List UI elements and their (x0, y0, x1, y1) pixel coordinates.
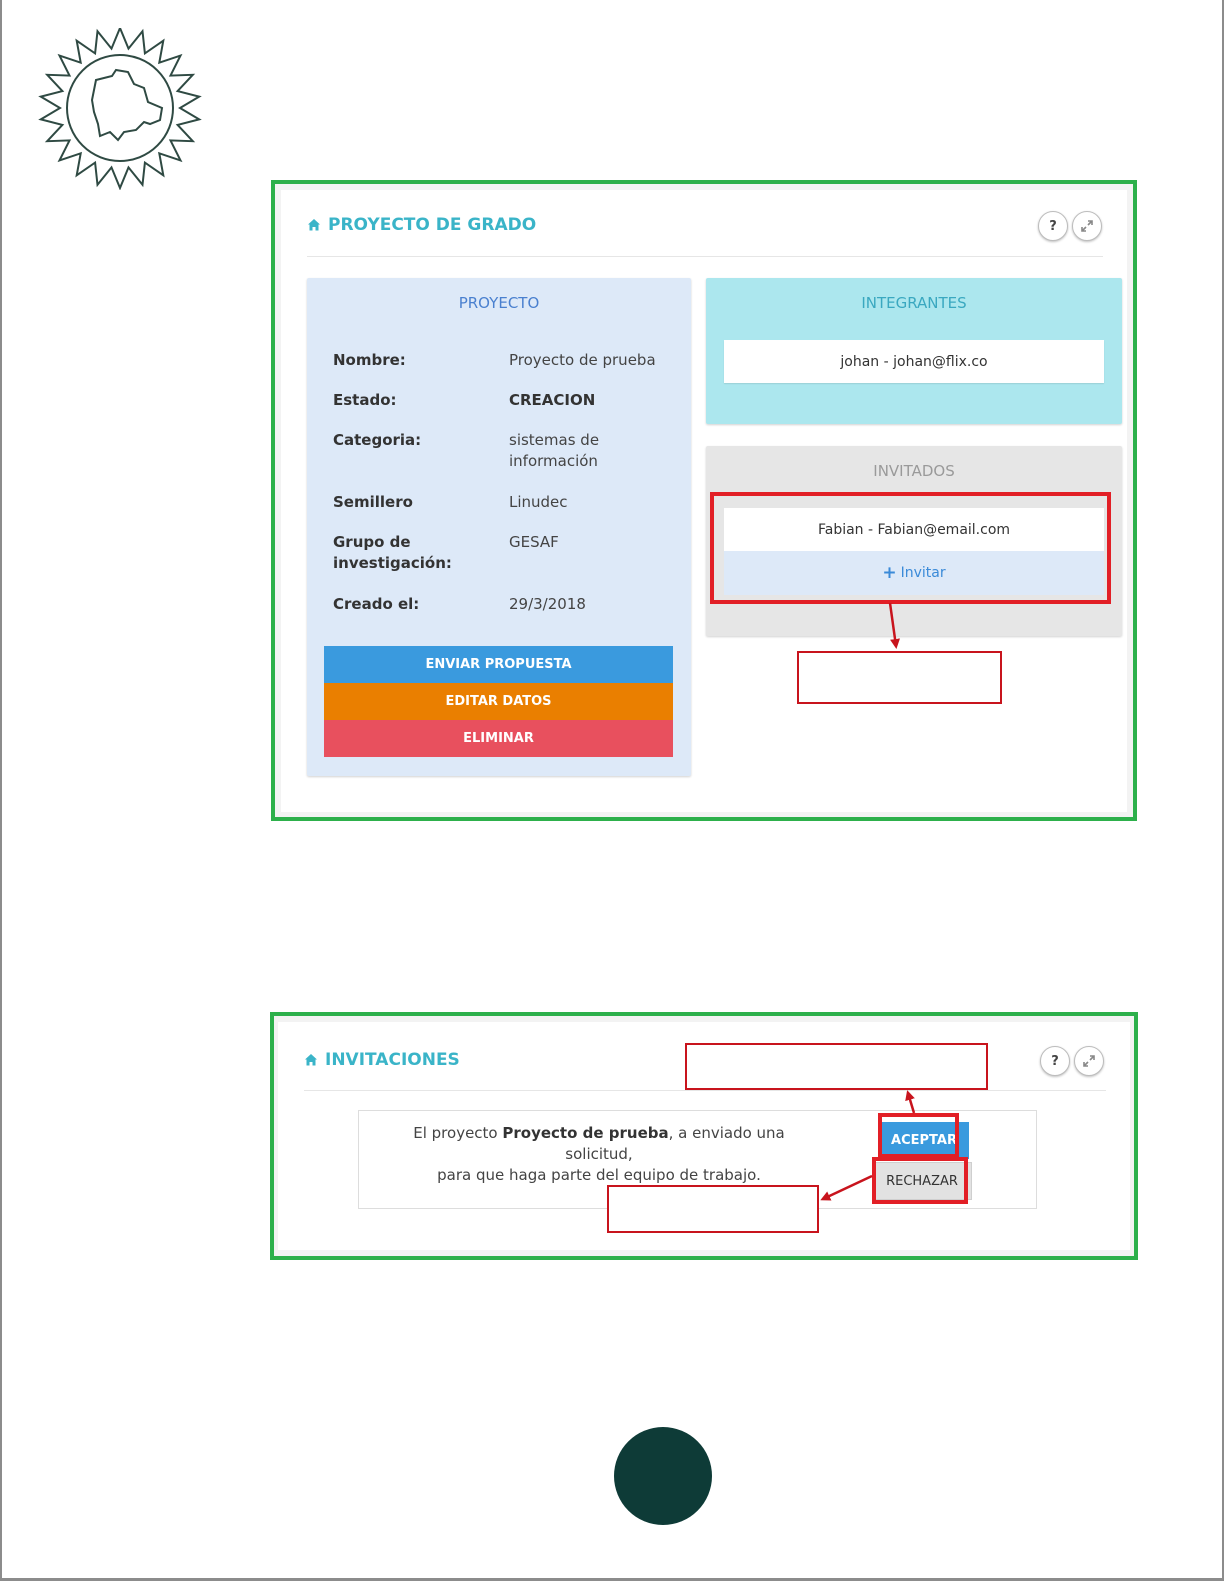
info-label: Grupo de investigación: (333, 533, 452, 572)
info-label: Nombre: (333, 351, 406, 369)
accept-callout-box (685, 1043, 988, 1090)
sun-map-logo-icon (36, 28, 206, 190)
help-label: ? (1051, 1053, 1059, 1069)
proyecto-card (307, 278, 691, 776)
title-divider (307, 256, 1103, 257)
status-value: CREACION (509, 391, 596, 409)
integrantes-card (706, 278, 1122, 424)
delete-button[interactable]: ELIMINAR (324, 720, 673, 757)
plus-icon: + (882, 563, 897, 583)
expand-icon (1080, 219, 1094, 233)
panel-title-text: INVITACIONES (325, 1050, 460, 1070)
accept-button[interactable]: ACEPTAR (879, 1122, 969, 1159)
send-proposal-button[interactable]: ENVIAR PROPUESTA (324, 646, 673, 683)
expand-button[interactable] (1072, 211, 1102, 241)
info-label: Semillero (333, 493, 413, 511)
member-item: johan - johan@flix.co (724, 340, 1104, 383)
info-value: Linudec (509, 493, 568, 511)
reject-callout-box (607, 1185, 819, 1233)
title-divider (304, 1090, 1106, 1091)
invite-label: Invitar (900, 565, 946, 581)
help-button[interactable] (1038, 211, 1068, 241)
panel-title-text: PROYECTO DE GRADO (328, 215, 537, 235)
proyecto-heading: PROYECTO (458, 294, 540, 312)
invite-callout-box (797, 651, 1002, 704)
info-value: sistemas de información (509, 431, 600, 470)
expand-icon (1082, 1054, 1096, 1068)
help-button[interactable] (1040, 1046, 1070, 1076)
help-label: ? (1049, 218, 1057, 234)
invitados-highlight (710, 492, 1111, 604)
message-suffix: , a enviado una solicitud, (565, 1124, 785, 1163)
info-value: 29/3/2018 (509, 595, 586, 613)
panel-title (304, 1050, 460, 1070)
accept-highlight (878, 1113, 959, 1158)
invitation-message (379, 1123, 819, 1186)
expand-button[interactable] (1074, 1046, 1104, 1076)
reject-button[interactable]: RECHAZAR (872, 1162, 972, 1200)
info-label: Estado: (333, 391, 397, 409)
home-icon (307, 218, 321, 232)
info-value: GESAF (509, 533, 559, 551)
panel-title (307, 215, 536, 235)
message-prefix: El proyecto (413, 1124, 503, 1142)
invitee-item: Fabian - Fabian@email.com (724, 508, 1104, 551)
info-label: Categoria: (333, 431, 422, 449)
info-value: Proyecto de prueba (509, 351, 656, 369)
page-number-dot (614, 1427, 712, 1525)
edit-data-button[interactable]: EDITAR DATOS (324, 683, 673, 720)
info-label: Creado el: (333, 595, 420, 613)
message-project-name: Proyecto de prueba (502, 1124, 669, 1142)
message-line2: para que haga parte del equipo de trabajo. (437, 1166, 761, 1184)
home-icon (304, 1053, 318, 1067)
reject-highlight (872, 1157, 968, 1204)
integrantes-heading: INTEGRANTES (861, 294, 967, 312)
invitados-heading: INVITADOS (873, 462, 955, 480)
